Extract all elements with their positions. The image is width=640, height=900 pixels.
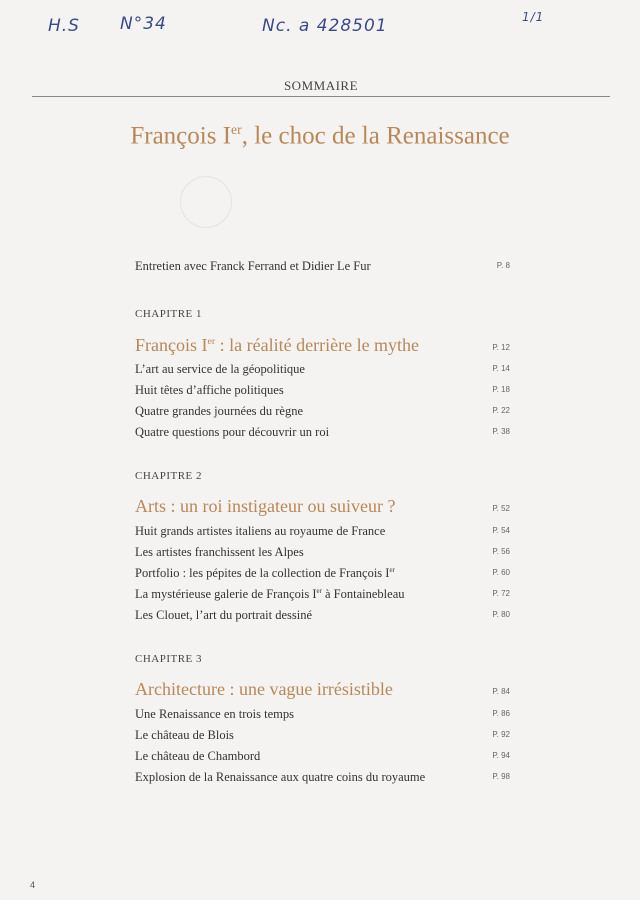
- toc-entry-label: Portfolio : les pépites de la collection de François Ier: [135, 566, 395, 580]
- toc-entry[interactable]: [135, 425, 510, 443]
- section-header: SOMMAIRE: [283, 78, 359, 93]
- toc-entry[interactable]: [135, 587, 510, 605]
- chapter-label: CHAPITRE 1: [135, 308, 203, 320]
- toc-entry-label: Le château de Chambord: [135, 749, 261, 763]
- chapter-title: Architecture : une vague irrésistible: [135, 679, 393, 699]
- page-title: François Ier, le choc de la Renaissance: [130, 122, 510, 150]
- toc-entry-page: P. 38: [492, 427, 510, 436]
- handwritten-note: H.S: [48, 16, 80, 36]
- page-number: 4: [30, 880, 36, 890]
- handwritten-note: N°34: [120, 14, 167, 34]
- toc-entry-page: P. 86: [492, 709, 510, 718]
- toc-entry-label: Entretien avec Franck Ferrand et Didier Le Fur: [135, 259, 371, 273]
- toc-entry[interactable]: [135, 545, 510, 563]
- toc-entry-label: Huit grands artistes italiens au royaume de France: [135, 524, 386, 538]
- toc-entry-label: La mystérieuse galerie de François Ier à Fontainebleau: [135, 587, 405, 601]
- toc-entry[interactable]: [135, 524, 510, 542]
- toc-entry[interactable]: [135, 749, 510, 767]
- toc-entry-page: P. 94: [492, 751, 510, 760]
- toc-entry[interactable]: [135, 383, 510, 401]
- toc-entry-intro[interactable]: [135, 259, 510, 277]
- toc-entry-label: Une Renaissance en trois temps: [135, 707, 294, 721]
- toc-entry-label: Les artistes franchissent les Alpes: [135, 545, 304, 559]
- toc-entry[interactable]: [135, 728, 510, 746]
- toc-entry[interactable]: [135, 404, 510, 422]
- chapter-title-row[interactable]: [135, 496, 510, 520]
- toc-entry[interactable]: [135, 608, 510, 626]
- toc-entry-label: L’art au service de la géopolitique: [135, 362, 305, 376]
- toc-entry-page: P. 12: [492, 343, 510, 352]
- chapter-title: Arts : un roi instigateur ou suiveur ?: [135, 496, 396, 516]
- header-divider: [32, 96, 610, 97]
- chapter-title-row[interactable]: [135, 679, 510, 703]
- toc-entry[interactable]: [135, 362, 510, 380]
- toc-entry-page: P. 60: [492, 568, 510, 577]
- toc-entry-page: P. 98: [492, 772, 510, 781]
- chapter-title: François Ier : la réalité derrière le mythe: [135, 335, 420, 355]
- chapter-title-row[interactable]: [135, 335, 510, 359]
- toc-entry-label: Quatre questions pour découvrir un roi: [135, 425, 330, 439]
- toc-entry-page: P. 84: [492, 687, 510, 696]
- handwritten-note: Nc. a 428501: [262, 16, 388, 36]
- toc-entry[interactable]: [135, 770, 510, 788]
- toc-entry-label: Les Clouet, l’art du portrait dessiné: [135, 608, 313, 622]
- chapter-label: CHAPITRE 3: [135, 653, 203, 665]
- toc-entry-page: P. 56: [492, 547, 510, 556]
- toc-entry-page: P. 80: [492, 610, 510, 619]
- chapter-label: CHAPITRE 2: [135, 470, 203, 482]
- toc-entry-page: P. 52: [492, 504, 510, 513]
- toc-entry-label: Quatre grandes journées du règne: [135, 404, 303, 418]
- toc-entry[interactable]: [135, 707, 510, 725]
- toc-entry-page: P. 72: [492, 589, 510, 598]
- toc-entry-page: P. 22: [492, 406, 510, 415]
- toc-entry-page: P. 92: [492, 730, 510, 739]
- toc-entry-page: P. 14: [492, 364, 510, 373]
- toc-entry-label: Explosion de la Renaissance aux quatre coins du royaume: [135, 770, 426, 784]
- toc-entry-label: Le château de Blois: [135, 728, 234, 742]
- faint-stamp-icon: [180, 176, 232, 228]
- handwritten-note: 1/1: [522, 10, 545, 24]
- toc-entry-page: P. 54: [492, 526, 510, 535]
- toc-entry-page: P. 8: [496, 261, 510, 270]
- toc-entry[interactable]: [135, 566, 510, 584]
- toc-entry-label: Huit têtes d’affiche politiques: [135, 383, 284, 397]
- toc-entry-page: P. 18: [492, 385, 510, 394]
